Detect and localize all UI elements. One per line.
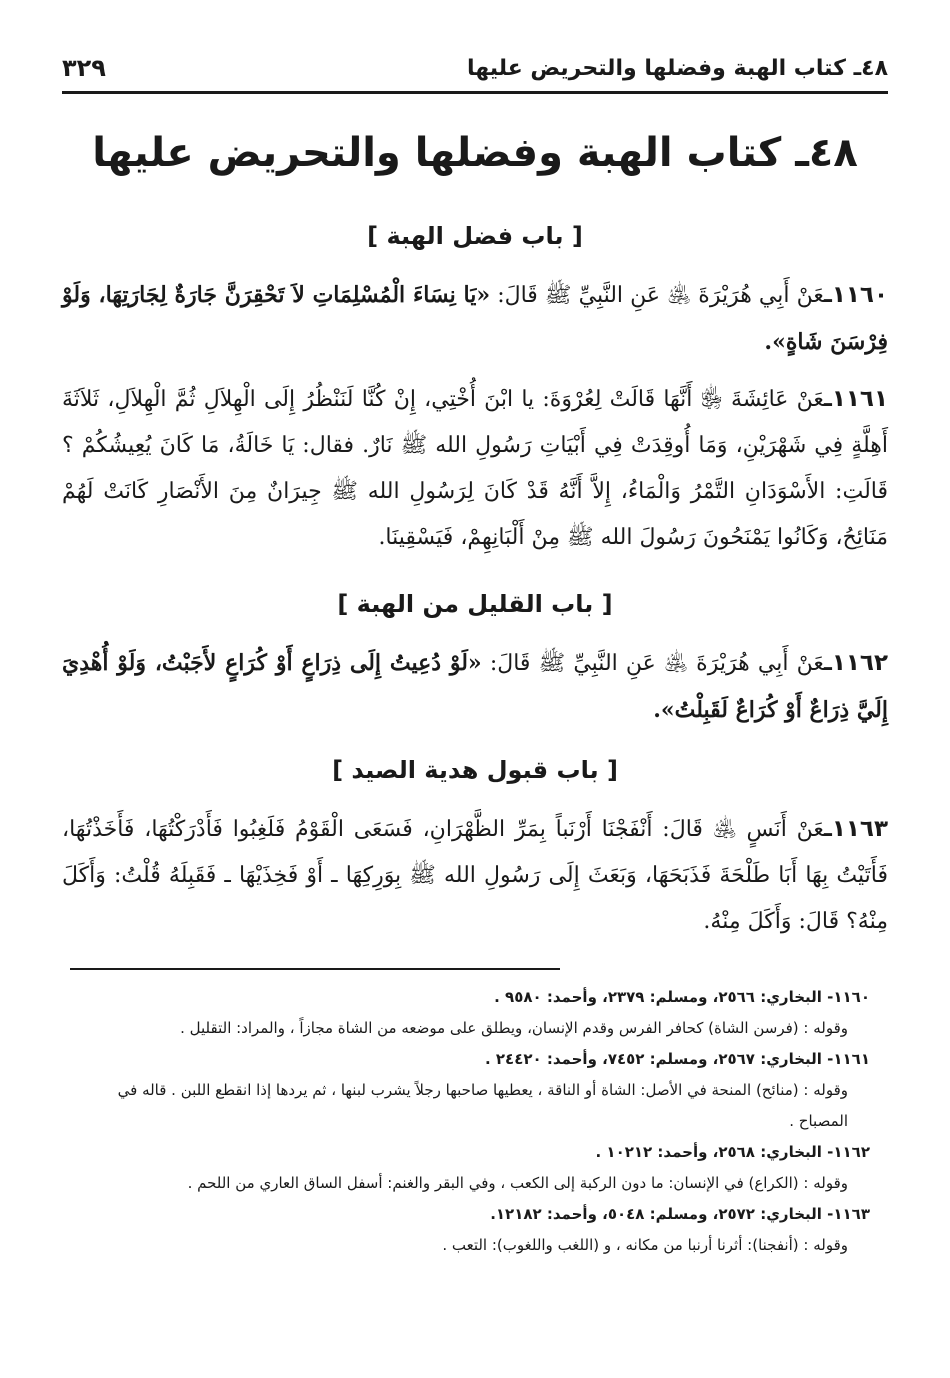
chapter-heading: [ باب قبول هدية الصيد ] [332, 756, 618, 784]
hadith-quote: «يَا نِسَاءَ الْمُسْلِمَاتِ لاَ تَحْقِرَنَّ جَارَةٌ لِجَارَتِهَا، وَلَوْ فِرْسَنَ شَاةٍ». [62, 282, 888, 355]
footnote-note: وقوله : (فرسن الشاة) كحافر الفرس وقدم الإنسان، ويطلق على موضعه من الشاة مجازاً ، والمراد: التقليل . [180, 1019, 848, 1037]
hadith-number: ١١٦٣ـ [823, 816, 888, 842]
footnote-reference: ١١٦١- البخاري: ٢٥٦٧، ومسلم: ٧٤٥٢، وأحمد: ٢٤٤٢٠ . [484, 1050, 870, 1068]
footnote-note: وقوله : (أنفجنا): أثرنا أرنبا من مكانه ، و (اللغب واللغوب): التعب . [442, 1236, 848, 1254]
running-title: ٤٨ـ كتاب الهبة وفضلها والتحريض عليها [466, 55, 888, 81]
footnote-reference: ١١٦٠- البخاري: ٢٥٦٦، ومسلم: ٢٣٧٩، وأحمد: ٩٥٨٠ . [494, 988, 870, 1006]
chapter-heading: [ باب فضل الهبة ] [367, 222, 583, 250]
hadith-quote: «لَوْ دُعِيتُ إِلَى ذِرَاعٍ أَوْ كُرَاعٍ لأَجَبْتُ، وَلَوْ أُهْدِيَ إِلَيَّ ذِرَاعٌ أَوْ كُرَاعٌ لَقَبِلْتُ». [62, 650, 888, 723]
hadith-intro: عَنْ أَبِي هُرَيْرَةَ ﵁ عَنِ النَّبِيِّ ﷺ قَالَ: [481, 651, 824, 676]
page-number: ٣٢٩ [62, 54, 106, 82]
footnote-divider [70, 968, 560, 970]
hadith-number: ١١٦٠ـ [823, 282, 888, 308]
hadith-number: ١١٦١ـ [823, 386, 888, 412]
book-title: ٤٨ـ كتاب الهبة وفضلها والتحريض عليها [92, 130, 858, 176]
hadith-number: ١١٦٢ـ [823, 650, 888, 676]
footnote-note: وقوله : (منائح) المنحة في الأصل: الشاة أو الناقة ، يعطيها صاحبها رجلاً يشرب لبنها ، ثم يردها إذا انقطع اللبن . قاله في المصباح . [117, 1081, 848, 1130]
hadith-1163 [62, 806, 888, 945]
hadith-1160 [62, 272, 888, 366]
page-header [62, 48, 888, 88]
footnote-reference: ١١٦٢- البخاري: ٢٥٦٨، وأحمد: ١٠٢١٢ . [595, 1143, 870, 1161]
chapter-heading: [ باب القليل من الهبة ] [337, 590, 613, 618]
footnotes [70, 982, 870, 1261]
hadith-1161 [62, 376, 888, 561]
footnote-note: وقوله : (الكراع) في الإنسان: ما دون الركبة إلى الكعب ، وفي البقر والغنم: أسفل الساق العاري من اللحم . [187, 1174, 848, 1192]
hadith-text: عَنْ عَائِشَةَ ﵂ أَنَّهَا قَالَتْ لِعُرْوَةَ: يا ابْنَ أُخْتِي، إِنْ كُنَّا لَنَنْظُرُ إِلَى الْهِلاَلِ ثُمَّ الْهِلاَلِ، ثَلاَثَةَ أَهِلَّةٍ فِي شَهْرَيْنِ، وَمَا أُوقِدَتْ فِي أَبْيَاتِ رَسُولِ الله ﷺ نَارٌ. فقال: يَا خَالَةُ، مَا كَانَ يُعِيشُكُمْ ؟ قَالَتِ: الأَسْوَدَانِ التَّمْرُ وَالْمَاءُ، إِلاَّ أَنَّهُ قَدْ كَانَ لِرَسُولِ الله ﷺ جِيرَانٌ مِنَ الأَنْصَارِ كَانَتْ لَهُمْ مَنَائِحُ، وَكَانُوا يَمْنَحُونَ رَسُولَ الله ﷺ مِنْ أَلْبَانِهِمْ، فَيَسْقِينَا. [62, 387, 888, 550]
hadith-text: عَنْ أَنَسٍ ﵁ قَالَ: أَنْفَجْنَا أَرْنَباً بِمَرِّ الظَّهْرَانِ، فَسَعَى الْقَوْمُ فَلَغِبُوا فَأَدْرَكْتُهَا، فَأَخَذْتُهَا، فَأَتَيْتُ بِهَا أَبَا طَلْحَةَ فَذَبَحَهَا، وَبَعَثَ إِلَى رَسُولِ الله ﷺ بِوَرِكِهَا ـ أَوْ فَخِذَيْهَا ـ فَقَبِلَهُ قُلْتُ: وَأَكَلَ مِنْهُ؟ قَالَ: وَأَكَلَ مِنْهُ. [62, 817, 888, 934]
hadith-intro: عَنْ أَبِي هُرَيْرَةَ ﵁ عَنِ النَّبِيِّ ﷺ قَالَ: [490, 283, 824, 308]
header-divider [62, 91, 888, 94]
hadith-1162 [62, 640, 888, 734]
footnote-reference: ١١٦٣- البخاري: ٢٥٧٢، ومسلم: ٥٠٤٨، وأحمد: ١٢١٨٢. [490, 1205, 870, 1223]
